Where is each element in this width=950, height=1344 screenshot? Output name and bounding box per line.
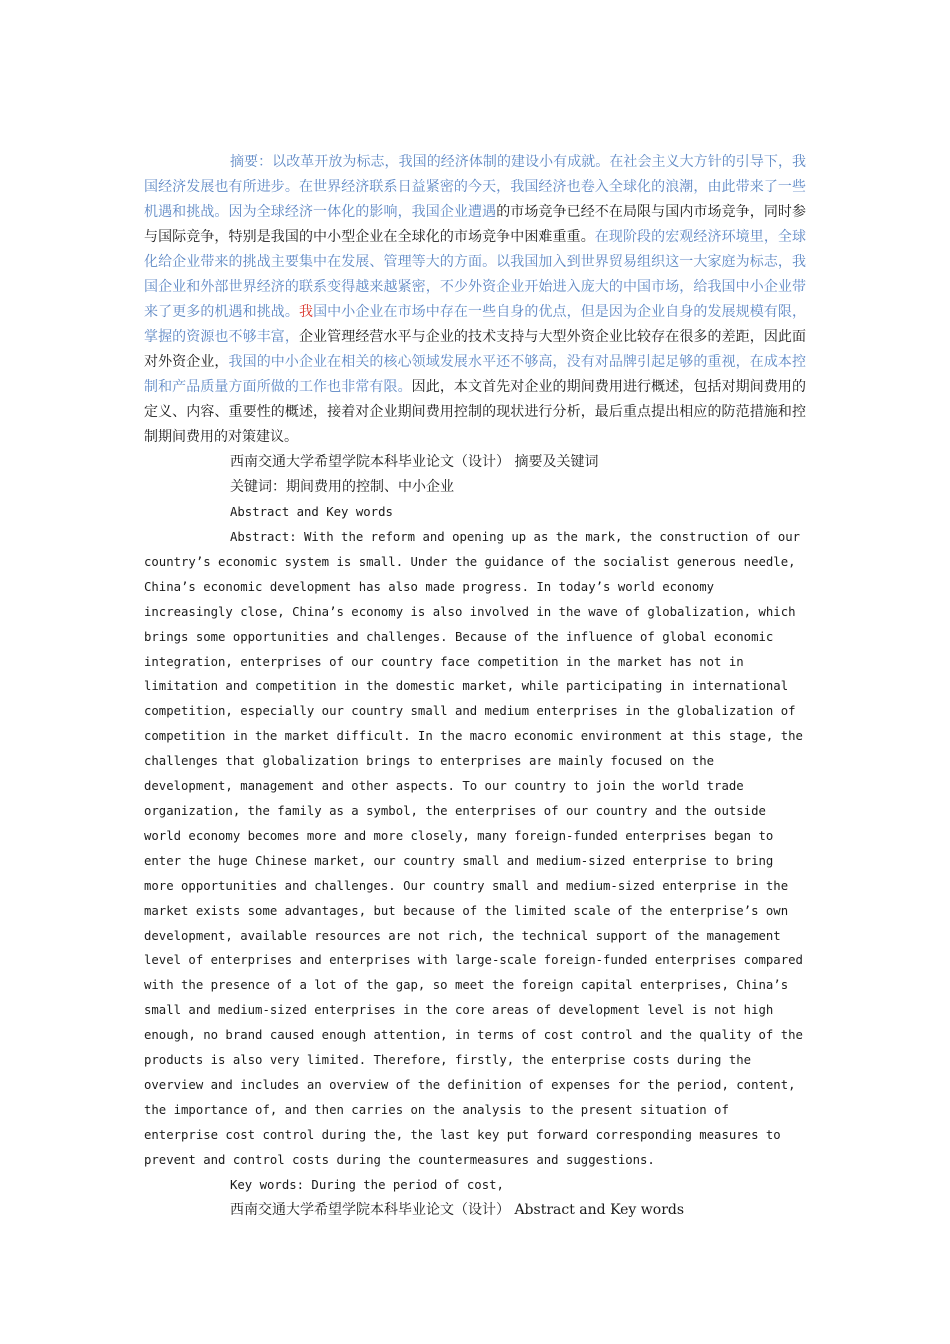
- chinese-abstract: [144, 150, 806, 450]
- english-abstract-title: Abstract and Key words: [230, 505, 393, 519]
- abstract-segment-7: 我国的中小企业在相关的核心领域发展水平还不够高，没有对品牌引起足够的重视，在成本控制和产品质量方面所做的工作也非常有限。: [144, 354, 807, 395]
- english-header-line: 西南交通大学希望学院本科毕业论文（设计） Abstract and Key words: [230, 1201, 685, 1218]
- chinese-keywords: 关键词：期间费用的控制、中小企业: [230, 479, 454, 495]
- abstract-segment-2: 的市场竞争已经不在局限与国内市场竞争，同时参与国际竞争，特别是我国的中小型企业在全球化的市场竞争中困难重重。: [144, 204, 807, 245]
- document-page: [144, 150, 806, 1223]
- abstract-segment-6: 企业管理经营水平与企业的技术支持与大型外资企业比较存在很多的差距，因此面对外资企业，: [144, 329, 807, 370]
- abstract-segment-8: 因此，本文首先对企业的期间费用进行概述，包括对期间费用的定义、内容、重要性的概述，接着对企业期间费用控制的现状进行分析，最后重点提出相应的防范措施和控制期间费用的对策建议。: [144, 379, 807, 445]
- abstract-segment-3: 在现阶段的宏观经济环境里，全球化给企业带来的挑战主要集中在发展、管理等大的方面。以我国加入到世界贸易组织这一大家庭为标志，我国企业和外部世界经济的联系变得越来越紧密，不少外资企业开始进入庞大的中国市场，给我国中小企业带来了更多的机遇和挑战。: [144, 229, 806, 320]
- abstract-segment-5: 国中小企业在市场中存在一些自身的优点，但是因为企业自身的发展规模有限，掌握的资源也不够丰富，: [144, 304, 807, 345]
- chinese-header-line: 西南交通大学希望学院本科毕业论文（设计） 摘要及关键词: [230, 454, 599, 470]
- abstract-segment-1: 摘要：以改革开放为标志，我国的经济体制的建设小有成就。在社会主义大方针的引导下，我国经济发展也有所进步。在世界经济联系日益紧密的今天，我国经济也卷入全球化的浪潮，由此带来了一些机遇和挑战。因为全球经济一体化的影响，我国企业遭遇: [144, 154, 806, 220]
- english-abstract: Abstract: With the reform and opening up as the mark, the construction of our country’s economic system is small. Under the guidance of the socialist generous needle, China’s economic development has also made progress. In today’s world economy increasingly close, China’s economy is also involved in the wave of globalization, which brings some opportunities and challenges. Because of the influence of global economic integration, enterprises of our country face competition in the market has not in limitation and competition in the domestic market, while participating in international competition, especially our country small and medium enterprises in the globalization of competition in the market difficult. In the macro economic environment at this stage, the challenges that globalization brings to enterprises are mainly focused on the development, management and other aspects. To our country to join the world trade organization, the family as a symbol, the enterprises of our country and the outside world economy becomes more and more closely, many foreign-funded enterprises began to enter the huge Chinese market, our country small and medium-sized enterprise to bring more opportunities and challenges. Our country small and medium-sized enterprise in the market exists some advantages, but because of the limited scale of the enterprise’s own development, available resources are not rich, the technical support of the management level of enterprises and enterprises with large-scale foreign-funded enterprises compared with the presence of a lot of the gap, so meet the foreign capital enterprises, China’s small and medium-sized enterprises in the core areas of development level is not high enough, no brand caused enough attention, in terms of cost control and the quality of the products is also very limited. Therefore, firstly, the enterprise costs during the overview and includes an overview of the definition of expenses for the period, content, the importance of, and then carries on the analysis to the present situation of enterprise cost control during the, the last key put forward corresponding measures to prevent and control costs during the countermeasures and suggestions.: [144, 530, 803, 1167]
- abstract-segment-4: 我: [298, 304, 314, 320]
- english-keywords: Key words: During the period of cost,: [230, 1177, 504, 1192]
